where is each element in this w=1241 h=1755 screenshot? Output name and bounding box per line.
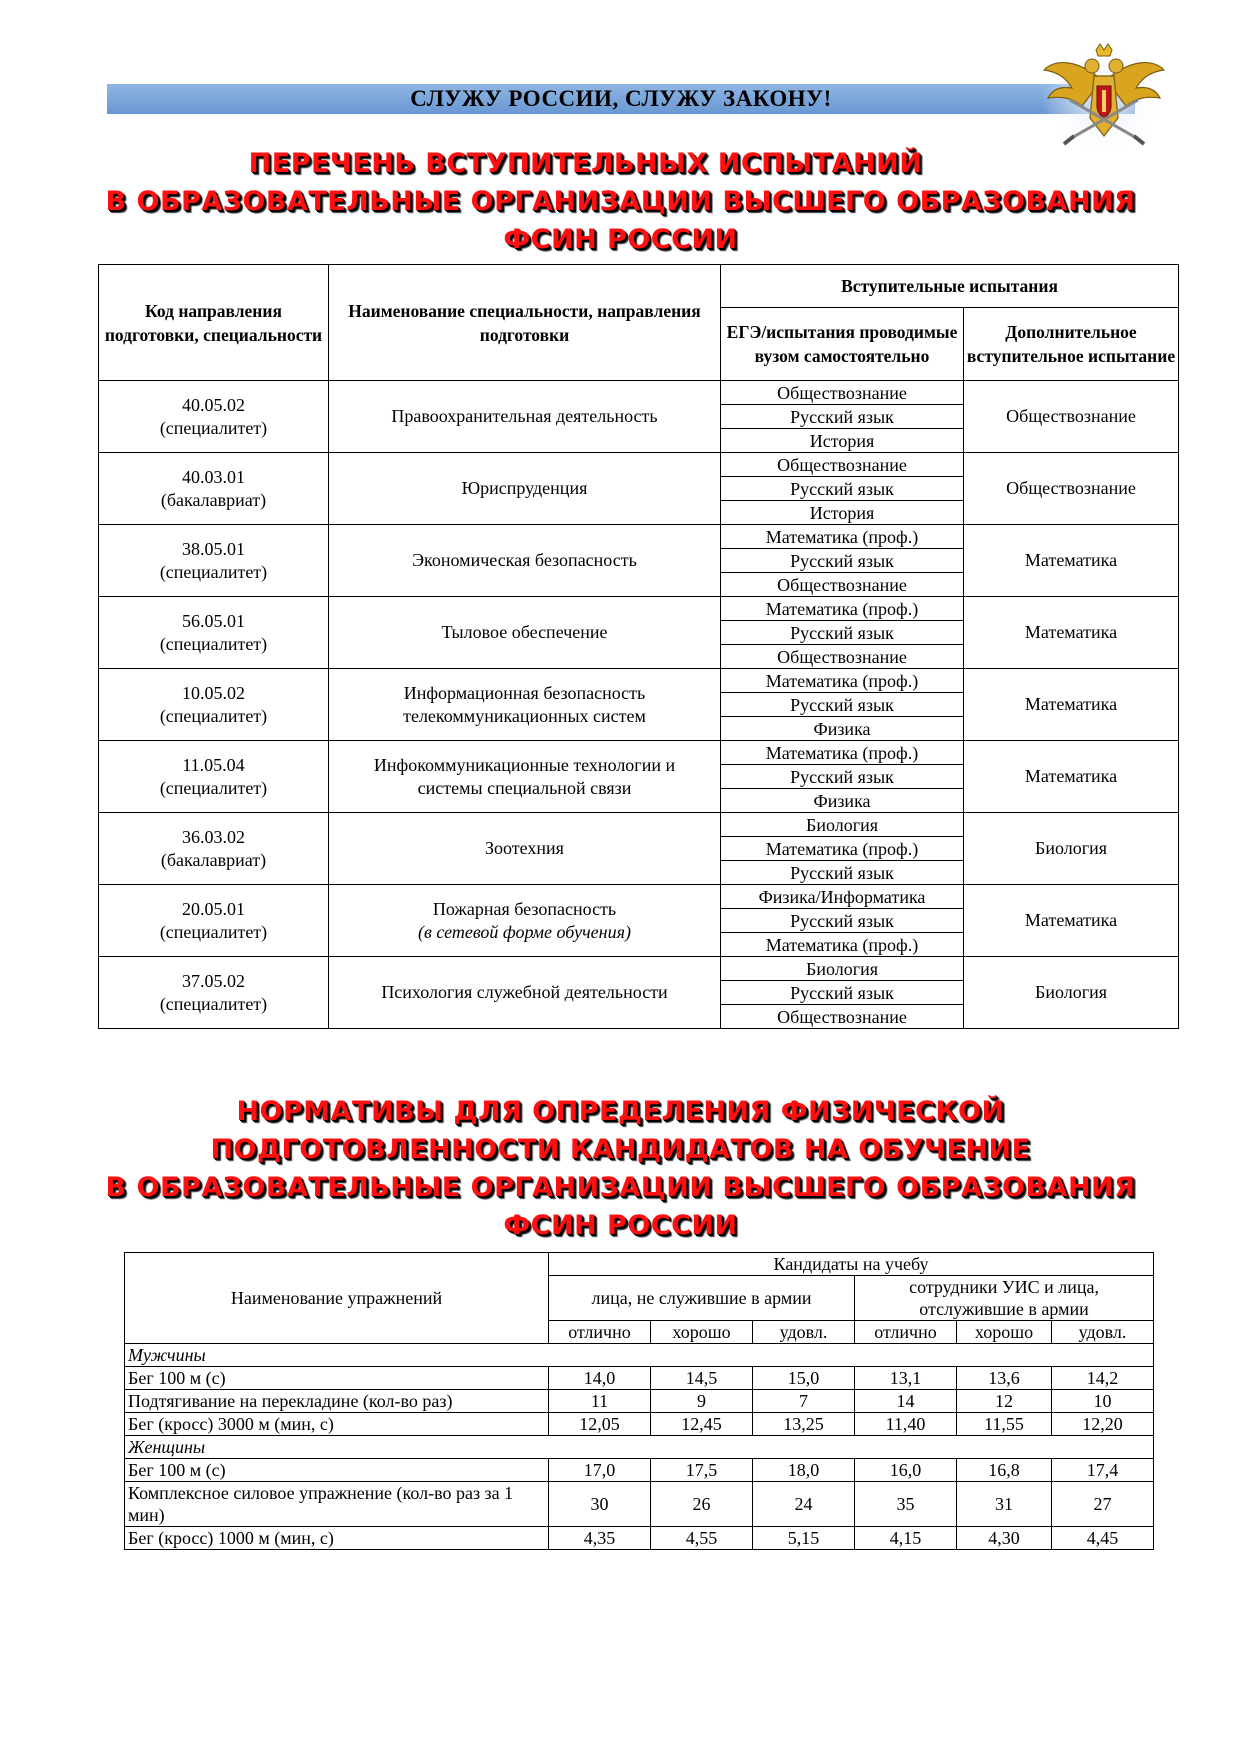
norm-value: 4,15 xyxy=(855,1527,957,1550)
exam-subject: Математика (проф.) xyxy=(721,597,964,621)
specialty-name-cell xyxy=(329,741,721,813)
norms-row xyxy=(125,1482,1154,1527)
norms-header-group-1: лица, не служившие в армии xyxy=(549,1276,855,1321)
specialty-name: Психология служебной деятельности xyxy=(381,982,668,1002)
norm-value: 14,2 xyxy=(1052,1367,1154,1390)
slogan-text: СЛУЖУ РОССИИ, СЛУЖУ ЗАКОНУ! xyxy=(410,86,832,111)
norms-section-title: Мужчины xyxy=(125,1344,1154,1367)
norms-heading-line-3: В ОБРАЗОВАТЕЛЬНЫЕ ОРГАНИЗАЦИИ ВЫСШЕГО ОБРАЗОВАНИЯ xyxy=(105,1172,1136,1203)
specialty-code: 10.05.02 xyxy=(182,682,245,703)
norm-value: 16,8 xyxy=(957,1459,1052,1482)
exam-subject: Русский язык xyxy=(721,861,964,885)
norms-table-body xyxy=(125,1344,1154,1550)
grade-header: отлично xyxy=(549,1321,651,1344)
exam-row xyxy=(99,525,1179,549)
exam-subject: Русский язык xyxy=(721,693,964,717)
norm-value: 30 xyxy=(549,1482,651,1527)
specialty-name: Информационная безопасность телекоммуникационных систем xyxy=(403,682,646,726)
exam-row xyxy=(99,741,1179,765)
grade-header: отлично xyxy=(855,1321,957,1344)
exams-heading xyxy=(0,145,1241,259)
extra-exam: Биология xyxy=(964,957,1179,1029)
norm-value: 11,40 xyxy=(855,1413,957,1436)
norm-value: 31 xyxy=(957,1482,1052,1527)
specialty-name: Правоохранительная деятельность xyxy=(391,406,658,426)
norms-table xyxy=(124,1252,1154,1550)
specialty-name-cell xyxy=(329,453,721,525)
norms-section-row xyxy=(125,1344,1154,1367)
norm-value: 15,0 xyxy=(753,1367,855,1390)
specialty-level: (специалитет) xyxy=(159,705,268,726)
grade-header: удовл. xyxy=(1052,1321,1154,1344)
norm-value: 12 xyxy=(957,1390,1052,1413)
norm-value: 4,45 xyxy=(1052,1527,1154,1550)
exam-row xyxy=(99,957,1179,981)
specialty-name: Пожарная безопасность xyxy=(432,898,617,919)
norm-value: 16,0 xyxy=(855,1459,957,1482)
grade-header: удовл. xyxy=(753,1321,855,1344)
specialty-code: 38.05.01 xyxy=(182,538,245,559)
fsin-emblem-icon xyxy=(1038,40,1170,160)
norms-header-group-2: сотрудники УИС и лица, отслужившие в армии xyxy=(855,1276,1154,1321)
specialty-name-cell xyxy=(329,381,721,453)
norms-heading xyxy=(0,1093,1241,1245)
exam-subject: Физика/Информатика xyxy=(721,885,964,909)
norm-value: 13,25 xyxy=(753,1413,855,1436)
grade-header: хорошо xyxy=(957,1321,1052,1344)
norms-row xyxy=(125,1527,1154,1550)
exam-subject: Биология xyxy=(721,813,964,837)
extra-exam: Математика xyxy=(964,525,1179,597)
exam-subject: Математика (проф.) xyxy=(721,669,964,693)
exercise-name: Бег 100 м (с) xyxy=(125,1367,549,1390)
exam-subject: Обществознание xyxy=(721,1005,964,1029)
norm-value: 4,30 xyxy=(957,1527,1052,1550)
norm-value: 24 xyxy=(753,1482,855,1527)
norm-value: 18,0 xyxy=(753,1459,855,1482)
specialty-code-cell xyxy=(99,957,329,1029)
specialty-code-cell xyxy=(99,453,329,525)
exams-table xyxy=(98,264,1179,1029)
specialty-name-cell xyxy=(329,597,721,669)
specialty-name: Зоотехния xyxy=(485,838,564,858)
norms-row xyxy=(125,1413,1154,1436)
exam-subject: Русский язык xyxy=(721,549,964,573)
exam-row xyxy=(99,453,1179,477)
norms-header-exercise: Наименование упражнений xyxy=(125,1253,549,1344)
exam-row xyxy=(99,885,1179,909)
extra-exam: Математика xyxy=(964,669,1179,741)
norm-value: 12,45 xyxy=(651,1413,753,1436)
exams-heading-line-1: ПЕРЕЧЕНЬ ВСТУПИТЕЛЬНЫХ ИСПЫТАНИЙ xyxy=(248,148,923,179)
exam-subject: Русский язык xyxy=(721,405,964,429)
exam-subject: Физика xyxy=(721,717,964,741)
specialty-code-cell xyxy=(99,381,329,453)
exercise-name: Бег 100 м (с) xyxy=(125,1459,549,1482)
norm-value: 26 xyxy=(651,1482,753,1527)
norm-value: 17,5 xyxy=(651,1459,753,1482)
extra-exam: Биология xyxy=(964,813,1179,885)
norm-value: 11,55 xyxy=(957,1413,1052,1436)
specialty-code: 20.05.01 xyxy=(182,898,245,919)
specialty-code: 11.05.04 xyxy=(182,754,245,775)
norms-heading-line-4: ФСИН РОССИИ xyxy=(503,1210,738,1241)
header-ege: ЕГЭ/испытания проводимые вузом самостоятельно xyxy=(721,308,964,381)
exam-subject: Обществознание xyxy=(721,645,964,669)
exercise-name: Комплексное силовое упражнение (кол-во раз за 1 мин) xyxy=(125,1482,549,1527)
specialty-note: (в сетевой форме обучения) xyxy=(418,921,631,942)
exams-heading-line-2: В ОБРАЗОВАТЕЛЬНЫЕ ОРГАНИЗАЦИИ ВЫСШЕГО ОБРАЗОВАНИЯ xyxy=(105,186,1136,217)
norms-heading-line-1: НОРМАТИВЫ ДЛЯ ОПРЕДЕЛЕНИЯ ФИЗИЧЕСКОЙ xyxy=(236,1096,1005,1127)
specialty-name: Инфокоммуникационные технологии и системы специальной связи xyxy=(373,754,676,798)
specialty-level: (специалитет) xyxy=(159,561,268,582)
specialty-code-cell xyxy=(99,813,329,885)
specialty-level: (специалитет) xyxy=(159,417,268,438)
header-name: Наименование специальности, направления подготовки xyxy=(329,265,721,381)
norm-value: 27 xyxy=(1052,1482,1154,1527)
specialty-code-cell xyxy=(99,741,329,813)
specialty-level: (специалитет) xyxy=(159,921,268,942)
specialty-name-cell xyxy=(329,669,721,741)
norm-value: 12,20 xyxy=(1052,1413,1154,1436)
specialty-name-cell xyxy=(329,957,721,1029)
norm-value: 13,1 xyxy=(855,1367,957,1390)
specialty-level: (бакалавриат) xyxy=(160,489,267,510)
norms-row xyxy=(125,1459,1154,1482)
exercise-name: Подтягивание на перекладине (кол-во раз) xyxy=(125,1390,549,1413)
exercise-name: Бег (кросс) 3000 м (мин, с) xyxy=(125,1413,549,1436)
exam-subject: Биология xyxy=(721,957,964,981)
specialty-code-cell xyxy=(99,669,329,741)
extra-exam: Математика xyxy=(964,885,1179,957)
norm-value: 12,05 xyxy=(549,1413,651,1436)
norm-value: 11 xyxy=(549,1390,651,1413)
exam-row xyxy=(99,597,1179,621)
specialty-code: 37.05.02 xyxy=(182,970,245,991)
norm-value: 4,35 xyxy=(549,1527,651,1550)
norm-value: 14 xyxy=(855,1390,957,1413)
exams-table-body xyxy=(99,381,1179,1029)
norm-value: 7 xyxy=(753,1390,855,1413)
exam-subject: Русский язык xyxy=(721,909,964,933)
specialty-code: 56.05.01 xyxy=(182,610,245,631)
norm-value: 14,0 xyxy=(549,1367,651,1390)
extra-exam: Математика xyxy=(964,597,1179,669)
slogan-banner xyxy=(107,84,1135,114)
exercise-name: Бег (кросс) 1000 м (мин, с) xyxy=(125,1527,549,1550)
norm-value: 13,6 xyxy=(957,1367,1052,1390)
norm-value: 35 xyxy=(855,1482,957,1527)
specialty-level: (бакалавриат) xyxy=(160,849,267,870)
specialty-code: 36.03.02 xyxy=(182,826,245,847)
header-extra: Дополнительное вступительное испытание xyxy=(964,308,1179,381)
norms-section-title: Женщины xyxy=(125,1436,1154,1459)
grade-header: хорошо xyxy=(651,1321,753,1344)
specialty-level: (специалитет) xyxy=(159,777,268,798)
norm-value: 14,5 xyxy=(651,1367,753,1390)
exam-row xyxy=(99,381,1179,405)
specialty-name: Тыловое обеспечение xyxy=(441,622,608,642)
exam-subject: Обществознание xyxy=(721,573,964,597)
norm-value: 4,55 xyxy=(651,1527,753,1550)
exam-subject: Русский язык xyxy=(721,981,964,1005)
exam-subject: История xyxy=(721,501,964,525)
specialty-name: Юриспруденция xyxy=(461,478,588,498)
exam-subject: Обществознание xyxy=(721,453,964,477)
specialty-code: 40.05.02 xyxy=(182,394,245,415)
header-code: Код направления подготовки, специальности xyxy=(99,265,329,381)
exam-subject: Математика (проф.) xyxy=(721,933,964,957)
exam-subject: История xyxy=(721,429,964,453)
specialty-level: (специалитет) xyxy=(159,633,268,654)
specialty-name-cell xyxy=(329,885,721,957)
exam-subject: Математика (проф.) xyxy=(721,525,964,549)
norm-value: 17,0 xyxy=(549,1459,651,1482)
extra-exam: Обществознание xyxy=(964,453,1179,525)
exam-subject: Физика xyxy=(721,789,964,813)
specialty-name: Экономическая безопасность xyxy=(412,550,637,570)
specialty-code-cell xyxy=(99,525,329,597)
norms-header-candidates: Кандидаты на учебу xyxy=(549,1253,1154,1276)
specialty-code-cell xyxy=(99,597,329,669)
norm-value: 9 xyxy=(651,1390,753,1413)
extra-exam: Обществознание xyxy=(964,381,1179,453)
norm-value: 17,4 xyxy=(1052,1459,1154,1482)
header-tests: Вступительные испытания xyxy=(721,265,1179,308)
exam-subject: Русский язык xyxy=(721,621,964,645)
exam-subject: Русский язык xyxy=(721,477,964,501)
norm-value: 5,15 xyxy=(753,1527,855,1550)
specialty-level: (специалитет) xyxy=(159,993,268,1014)
specialty-name-cell xyxy=(329,525,721,597)
specialty-name-cell xyxy=(329,813,721,885)
exam-row xyxy=(99,669,1179,693)
norms-row xyxy=(125,1390,1154,1413)
specialty-code-cell xyxy=(99,885,329,957)
norms-heading-line-2: ПОДГОТОВЛЕННОСТИ КАНДИДАТОВ НА ОБУЧЕНИЕ xyxy=(210,1134,1031,1165)
exam-subject: Математика (проф.) xyxy=(721,837,964,861)
norms-row xyxy=(125,1367,1154,1390)
exam-subject: Обществознание xyxy=(721,381,964,405)
norm-value: 10 xyxy=(1052,1390,1154,1413)
norms-section-row xyxy=(125,1436,1154,1459)
exam-subject: Русский язык xyxy=(721,765,964,789)
exams-heading-line-3: ФСИН РОССИИ xyxy=(503,224,738,255)
extra-exam: Математика xyxy=(964,741,1179,813)
exam-subject: Математика (проф.) xyxy=(721,741,964,765)
specialty-code: 40.03.01 xyxy=(182,466,245,487)
exam-row xyxy=(99,813,1179,837)
